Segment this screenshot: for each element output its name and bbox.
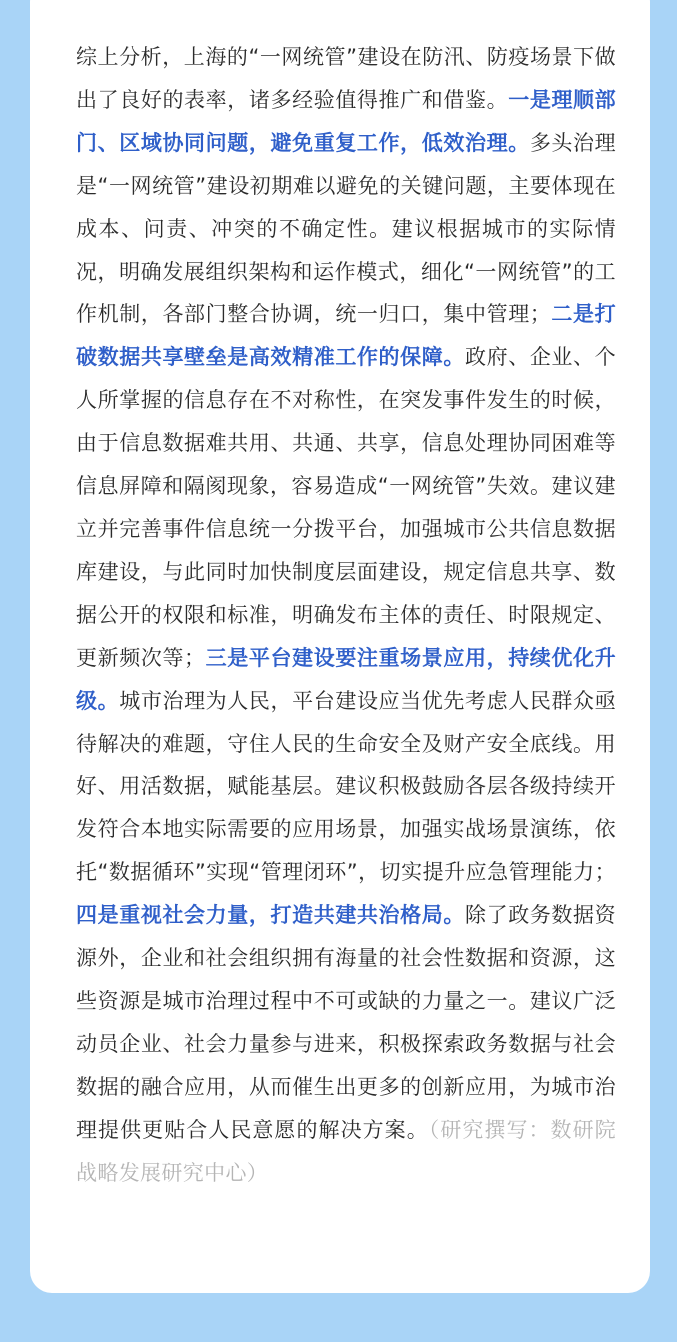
article-paragraph bbox=[76, 36, 616, 1194]
highlight-point-1: 一是理顺部门、区域协同问题，避免重复工作，低效治理。 bbox=[76, 87, 617, 155]
article-card bbox=[30, 0, 650, 1293]
highlight-point-4: 四是重视社会力量，打造共建共治格局。 bbox=[76, 903, 465, 928]
text-segment: 综上分析，上海的“一网统管”建设在防汛、防疫场景下做出了良好的表率，诸多经验值得推广和借鉴。 bbox=[76, 45, 616, 112]
source-credit: （研究撰写：数研院战略发展研究中心） bbox=[76, 1117, 616, 1185]
text-segment: 除了政务数据资源外，企业和社会组织拥有海量的社会性数据和资源，这些资源是城市治理过程中不可或缺的力量之一。建议广泛动员企业、社会力量参与进来，积极探索政务数据与社会数据的融合应用，从而催生出更多的创新应用，为城市治理提供更贴合人民意愿的解决方案。 bbox=[76, 903, 616, 1142]
highlight-point-2: 二是打破数据共享壁垒是高效精准工作的保障。 bbox=[76, 302, 616, 370]
text-segment: 多头治理是“一网统管”建设初期难以避免的关键问题，主要体现在成本、问责、冲突的不确定性。建议根据城市的实际情况，明确发展组织架构和运作模式，细化“一网统管”的工作机制，各部门整合协调，统一归口，集中管理； bbox=[76, 130, 616, 327]
text-segment: 城市治理为人民，平台建设应当优先考虑人民群众亟待解决的难题，守住人民的生命安全及财产安全底线。用好、用活数据，赋能基层。建议积极鼓励各层各级持续开发符合本地实际需要的应用场景，加强实战场景演练，依托“数据循环”实现“管理闭环”，切实提升应急管理能力； bbox=[76, 688, 616, 885]
text-segment: 政府、企业、个人所掌握的信息存在不对称性，在突发事件发生的时候，由于信息数据难共用、共通、共享，信息处理协同困难等信息屏障和隔阂现象，容易造成“一网统管”失效。建议建立并完善事件信息统一分拨平台，加强城市公共信息数据库建设，与此同时加快制度层面建设，规定信息共享、数据公开的权限和标准，明确发布主体的责任、时限规定、更新频次等； bbox=[76, 345, 616, 670]
highlight-point-3: 三是平台建设要注重场景应用，持续优化升级。 bbox=[76, 645, 616, 713]
